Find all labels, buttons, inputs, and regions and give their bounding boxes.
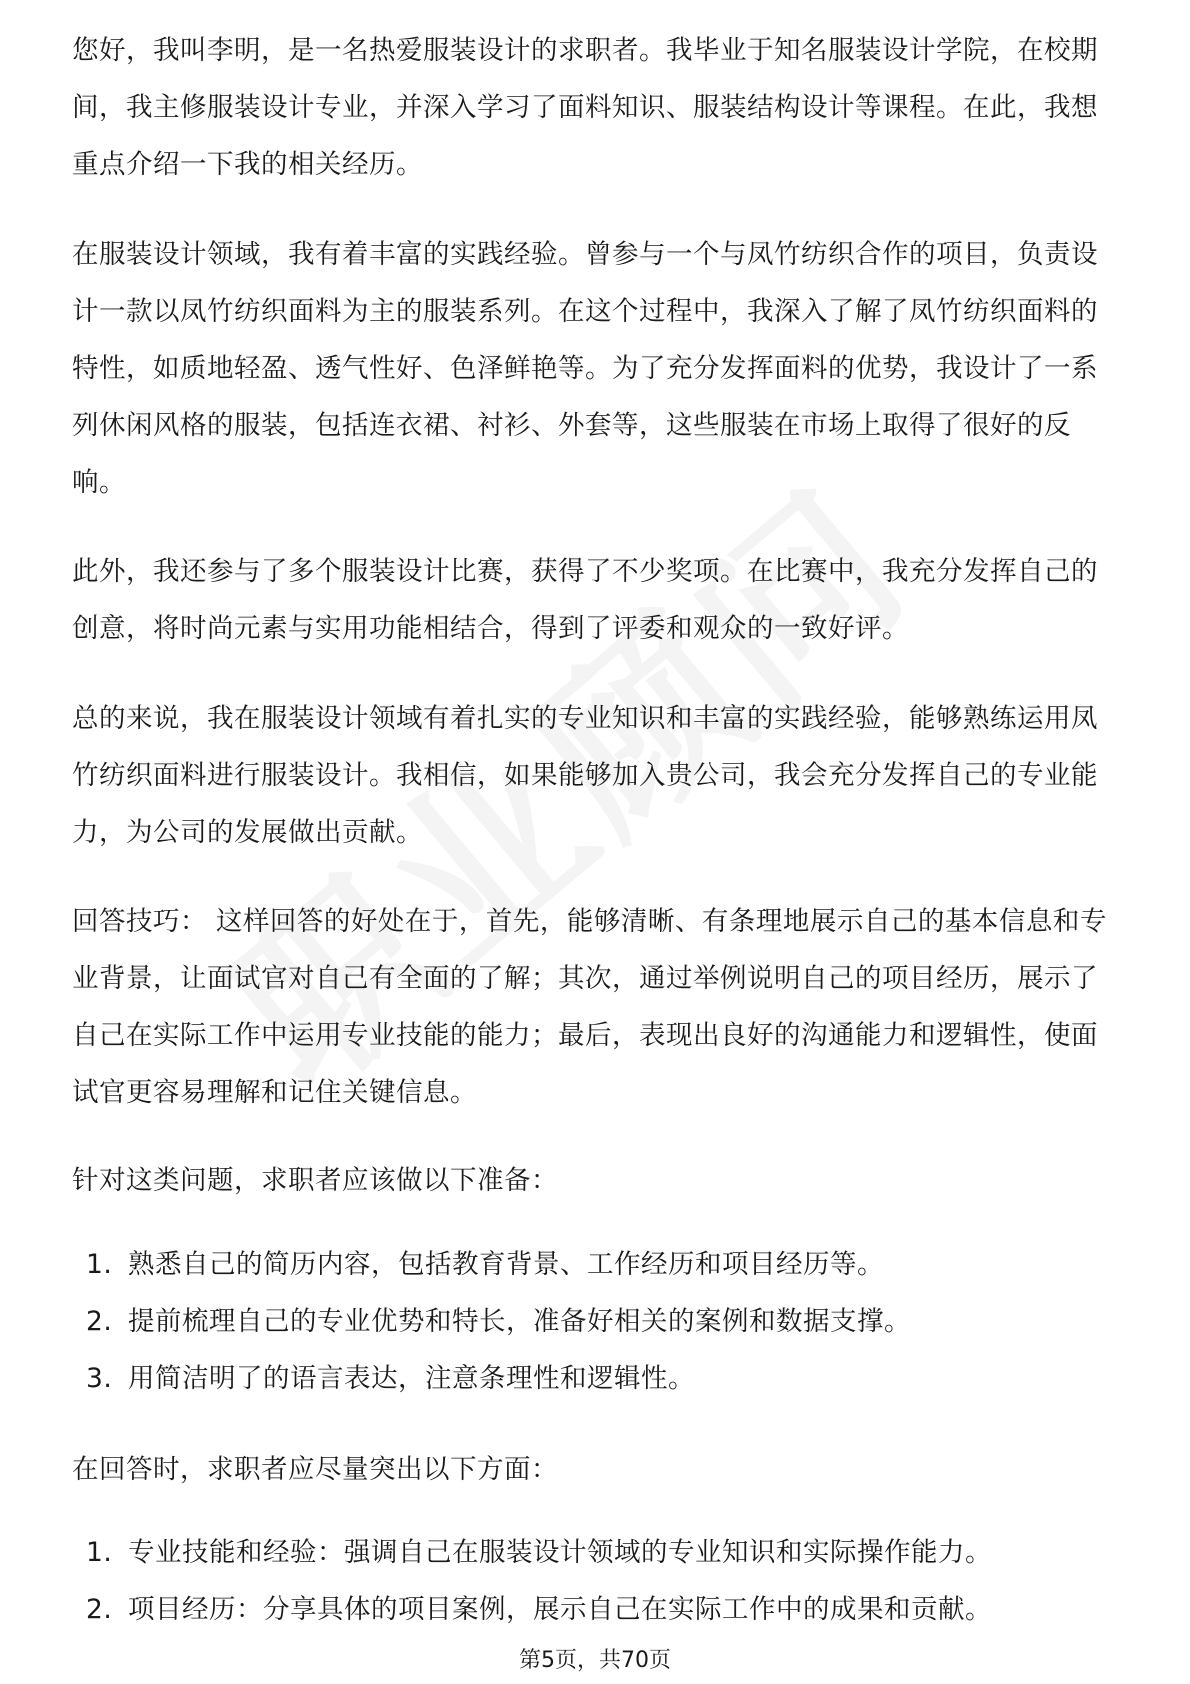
list-item-text: 用简洁明了的语言表达，注意条理性和逻辑性。 bbox=[128, 1363, 695, 1394]
list-item-number: 2. bbox=[86, 1306, 113, 1337]
list-item bbox=[72, 1524, 1122, 1581]
paragraph-highlight-heading: 在回答时，求职者应尽量突出以下方面： bbox=[72, 1454, 558, 1485]
paragraph-summary: 总的来说，我在服装设计领域有着扎实的专业知识和丰富的实践经验，能够熟练运用凤竹纺织面料进行服装设计。我相信，如果能够加入贵公司，我会充分发挥自己的专业能力，为公司的发展做出贡献。 bbox=[72, 703, 1098, 848]
list-item-number: 1. bbox=[86, 1249, 113, 1280]
list-item bbox=[72, 1236, 1122, 1293]
paragraph-preparation-heading: 针对这类问题，求职者应该做以下准备： bbox=[72, 1165, 558, 1196]
list-item-text: 专业技能和经验：强调自己在服装设计领域的专业知识和实际操作能力。 bbox=[128, 1537, 992, 1568]
list-item-number: 1. bbox=[86, 1537, 113, 1568]
paragraph-answer-tips: 回答技巧： 这样回答的好处在于，首先，能够清晰、有条理地展示自己的基本信息和专业背景，让面试官对自己有全面的了解；其次，通过举例说明自己的项目经历，展示了自己在实际工作中运用专业技能的能力；最后，表现出良好的沟通能力和逻辑性，使面试官更容易理解和记住关键信息。 bbox=[72, 906, 1107, 1108]
list-item-text: 提前梳理自己的专业优势和特长，准备好相关的案例和数据支撑。 bbox=[128, 1306, 911, 1337]
list-item bbox=[72, 1293, 1122, 1350]
list-item-text: 熟悉自己的简历内容，包括教育背景、工作经历和项目经历等。 bbox=[128, 1249, 884, 1280]
list-item-number: 2. bbox=[86, 1594, 113, 1625]
list-item-number: 3. bbox=[86, 1363, 113, 1394]
highlight-list bbox=[72, 1524, 1122, 1638]
page-footer bbox=[0, 1643, 1190, 1674]
preparation-list bbox=[72, 1236, 1122, 1407]
list-item bbox=[72, 1350, 1122, 1407]
page-number: 第5页，共70页 bbox=[519, 1648, 671, 1673]
list-item bbox=[72, 1581, 1122, 1638]
list-item-text: 项目经历：分享具体的项目案例，展示自己在实际工作中的成果和贡献。 bbox=[128, 1594, 992, 1625]
paragraph-competitions: 此外，我还参与了多个服装设计比赛，获得了不少奖项。在比赛中，我充分发挥自己的创意，将时尚元素与实用功能相结合，得到了评委和观众的一致好评。 bbox=[72, 556, 1098, 644]
paragraph-experience: 在服装设计领域，我有着丰富的实践经验。曾参与一个与凤竹纺织合作的项目，负责设计一款以凤竹纺织面料为主的服装系列。在这个过程中，我深入了解了凤竹纺织面料的特性，如质地轻盈、透气性好、色泽鲜艳等。为了充分发挥面料的优势，我设计了一系列休闲风格的服装，包括连衣裙、衬衫、外套等，这些服装在市场上取得了很好的反响。 bbox=[72, 239, 1098, 498]
paragraph-intro: 您好，我叫李明，是一名热爱服装设计的求职者。我毕业于知名服装设计学院，在校期间，我主修服装设计专业，并深入学习了面料知识、服装结构设计等课程。在此，我想重点介绍一下我的相关经历。 bbox=[72, 35, 1098, 180]
